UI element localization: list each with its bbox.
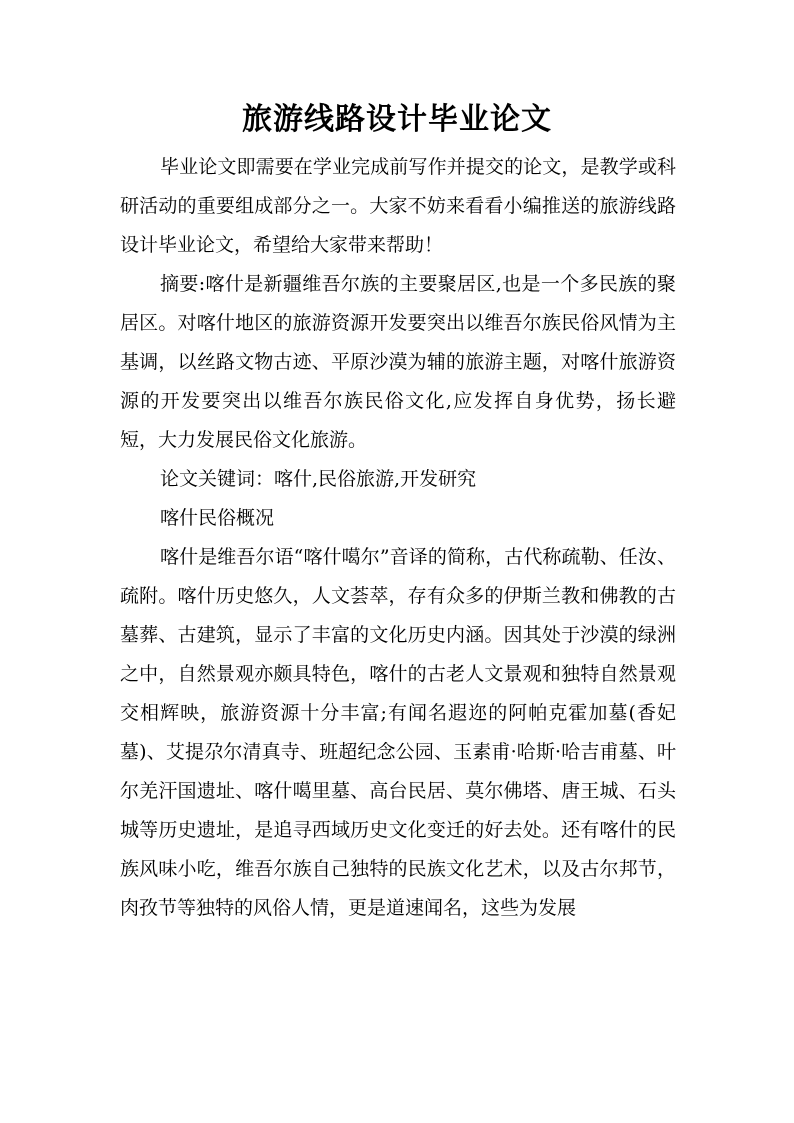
document-title: 旅游线路设计毕业论文	[242, 102, 552, 137]
document-body	[120, 148, 676, 928]
keywords-paragraph: 论文关键词：喀什,民俗旅游,开发研究	[160, 468, 477, 490]
overview-paragraph: 喀什是维吾尔语“喀什噶尔”音译的简称，古代称疏勒、任汝、疏附。喀什历史悠久，人文荟萃，存有众多的伊斯兰教和佛教的古墓葬、古建筑，显示了丰富的文化历史内涵。因其处于沙漠的绿洲之中，自然景观亦颇具特色，喀什的古老人文景观和独特自然景观交相辉映，旅游资源十分丰富;有闻名遐迩的阿帕克霍加墓(香妃墓)、艾提尕尔清真寺、班超纪念公园、玉素甫·哈斯·哈吉甫墓、叶尔羌汗国遗址、喀什噶里墓、高台民居、莫尔佛塔、唐王城、石头城等历史遗址，是追寻西域历史文化变迁的好去处。还有喀什的民族风味小吃，维吾尔族自己独特的民族文化艺术，以及古尔邦节，肉孜节等独特的风俗人情，更是道速闻名，这些为发展	[120, 546, 676, 919]
section-heading: 喀什民俗概况	[160, 507, 275, 529]
intro-paragraph: 毕业论文即需要在学业完成前写作并提交的论文，是教学或科研活动的重要组成部分之一。大家不妨来看看小编推送的旅游线路设计毕业论文，希望给大家带来帮助！	[120, 156, 676, 256]
abstract-paragraph: 摘要:喀什是新疆维吾尔族的主要聚居区,也是一个多民族的聚居区。对喀什地区的旅游资源开发要突出以维吾尔族民俗风情为主基调，以丝路文物古迹、平原沙漠为辅的旅游主题，对喀什旅游资源的开发要突出以维吾尔族民俗文化,应发挥自身优势，扬长避短，大力发展民俗文化旅游。	[120, 273, 676, 451]
